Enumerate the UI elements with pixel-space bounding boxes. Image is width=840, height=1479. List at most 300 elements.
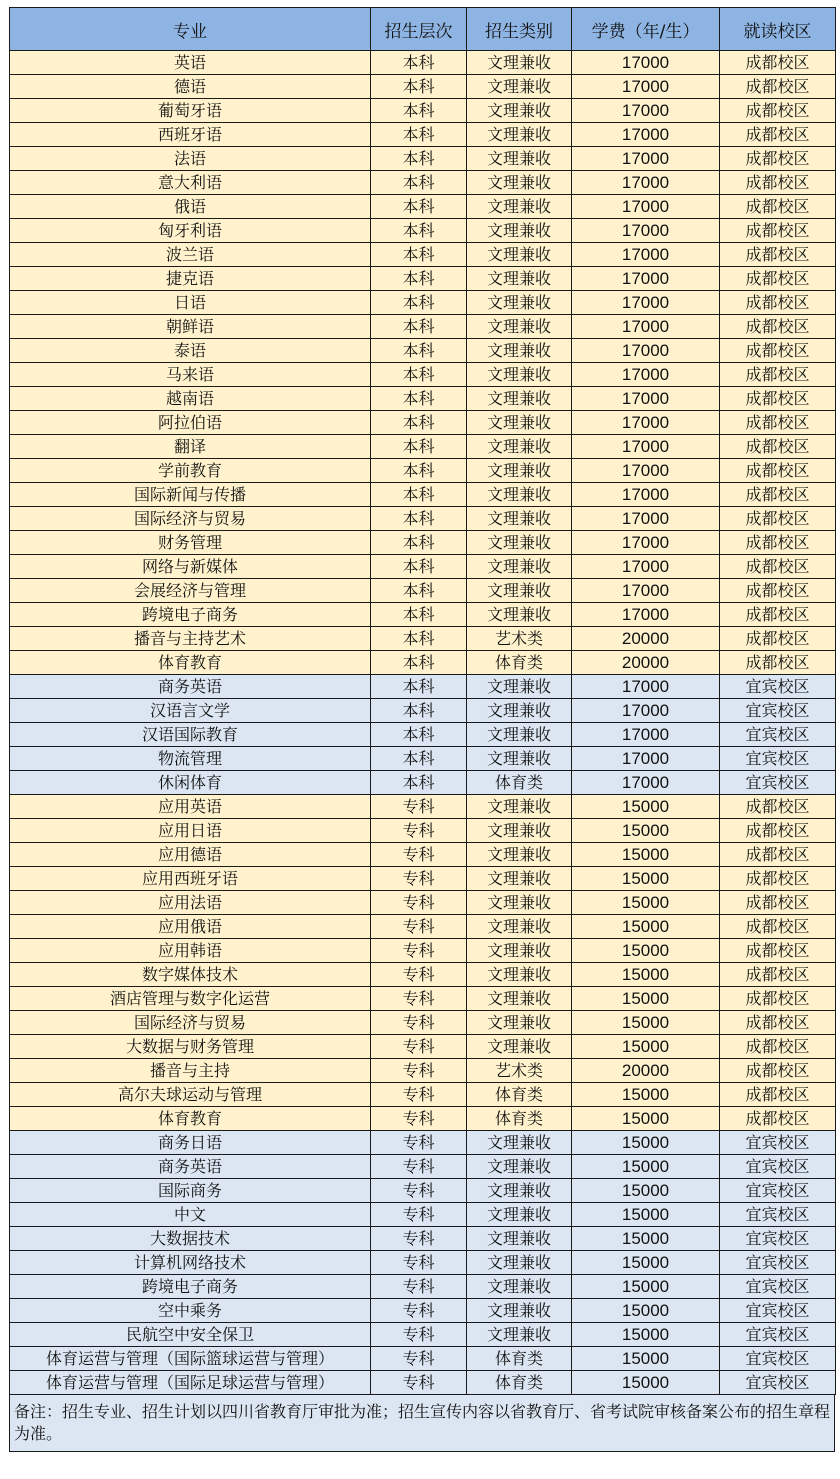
cell-major: 应用日语 xyxy=(10,819,371,843)
header-level: 招生层次 xyxy=(371,8,467,51)
cell-category: 文理兼收 xyxy=(467,99,572,123)
cell-fee: 15000 xyxy=(572,867,720,891)
cell-campus: 成都校区 xyxy=(720,555,836,579)
cell-major: 播音与主持 xyxy=(10,1059,371,1083)
cell-category: 文理兼收 xyxy=(467,507,572,531)
cell-category: 体育类 xyxy=(467,1083,572,1107)
cell-fee: 17000 xyxy=(572,75,720,99)
cell-campus: 成都校区 xyxy=(720,243,836,267)
table-row xyxy=(10,1083,836,1107)
cell-campus: 成都校区 xyxy=(720,411,836,435)
table-row xyxy=(10,867,836,891)
cell-category: 文理兼收 xyxy=(467,195,572,219)
cell-fee: 17000 xyxy=(572,675,720,699)
table-row xyxy=(10,195,836,219)
cell-major: 应用英语 xyxy=(10,795,371,819)
cell-category: 文理兼收 xyxy=(467,891,572,915)
table-row xyxy=(10,315,836,339)
cell-campus: 成都校区 xyxy=(720,1107,836,1131)
cell-fee: 17000 xyxy=(572,771,720,795)
table-row xyxy=(10,51,836,75)
cell-category: 艺术类 xyxy=(467,627,572,651)
cell-major: 大数据与财务管理 xyxy=(10,1035,371,1059)
cell-major: 翻译 xyxy=(10,435,371,459)
table-row xyxy=(10,843,836,867)
cell-fee: 17000 xyxy=(572,411,720,435)
cell-major: 酒店管理与数字化运营 xyxy=(10,987,371,1011)
cell-level: 本科 xyxy=(371,195,467,219)
cell-major: 物流管理 xyxy=(10,747,371,771)
cell-major: 体育运营与管理（国际足球运营与管理） xyxy=(10,1371,371,1395)
cell-major: 应用韩语 xyxy=(10,939,371,963)
cell-level: 专科 xyxy=(371,1083,467,1107)
cell-major: 体育运营与管理（国际篮球运营与管理） xyxy=(10,1347,371,1371)
cell-category: 文理兼收 xyxy=(467,1011,572,1035)
cell-campus: 成都校区 xyxy=(720,99,836,123)
cell-fee: 15000 xyxy=(572,1251,720,1275)
cell-category: 文理兼收 xyxy=(467,531,572,555)
cell-major: 俄语 xyxy=(10,195,371,219)
cell-level: 专科 xyxy=(371,939,467,963)
cell-category: 文理兼收 xyxy=(467,579,572,603)
cell-campus: 成都校区 xyxy=(720,1083,836,1107)
cell-fee: 20000 xyxy=(572,1059,720,1083)
cell-major: 西班牙语 xyxy=(10,123,371,147)
cell-fee: 17000 xyxy=(572,483,720,507)
cell-campus: 成都校区 xyxy=(720,603,836,627)
cell-major: 国际新闻与传播 xyxy=(10,483,371,507)
cell-campus: 宜宾校区 xyxy=(720,1203,836,1227)
cell-category: 文理兼收 xyxy=(467,339,572,363)
cell-major: 法语 xyxy=(10,147,371,171)
cell-campus: 宜宾校区 xyxy=(720,1347,836,1371)
cell-major: 学前教育 xyxy=(10,459,371,483)
cell-fee: 15000 xyxy=(572,1083,720,1107)
cell-major: 商务日语 xyxy=(10,1131,371,1155)
cell-major: 体育教育 xyxy=(10,1107,371,1131)
table-row xyxy=(10,219,836,243)
cell-level: 专科 xyxy=(371,1347,467,1371)
table-body xyxy=(10,51,836,1395)
cell-campus: 成都校区 xyxy=(720,1011,836,1035)
cell-category: 文理兼收 xyxy=(467,435,572,459)
cell-level: 本科 xyxy=(371,771,467,795)
cell-level: 本科 xyxy=(371,51,467,75)
cell-category: 文理兼收 xyxy=(467,819,572,843)
table-row xyxy=(10,531,836,555)
cell-fee: 20000 xyxy=(572,651,720,675)
cell-campus: 成都校区 xyxy=(720,915,836,939)
cell-level: 本科 xyxy=(371,483,467,507)
cell-fee: 15000 xyxy=(572,1371,720,1395)
cell-major: 计算机网络技术 xyxy=(10,1251,371,1275)
table-row xyxy=(10,1227,836,1251)
cell-fee: 17000 xyxy=(572,459,720,483)
cell-campus: 成都校区 xyxy=(720,339,836,363)
cell-fee: 15000 xyxy=(572,1011,720,1035)
cell-campus: 成都校区 xyxy=(720,939,836,963)
cell-category: 文理兼收 xyxy=(467,315,572,339)
cell-level: 专科 xyxy=(371,1179,467,1203)
cell-fee: 15000 xyxy=(572,963,720,987)
cell-level: 本科 xyxy=(371,291,467,315)
cell-major: 应用俄语 xyxy=(10,915,371,939)
table-row xyxy=(10,291,836,315)
cell-campus: 宜宾校区 xyxy=(720,1179,836,1203)
cell-campus: 成都校区 xyxy=(720,459,836,483)
cell-major: 中文 xyxy=(10,1203,371,1227)
cell-fee: 17000 xyxy=(572,291,720,315)
cell-level: 专科 xyxy=(371,1227,467,1251)
cell-campus: 宜宾校区 xyxy=(720,1131,836,1155)
table-row xyxy=(10,1203,836,1227)
table-row xyxy=(10,1371,836,1395)
cell-level: 本科 xyxy=(371,75,467,99)
cell-campus: 成都校区 xyxy=(720,147,836,171)
table-row xyxy=(10,387,836,411)
cell-category: 文理兼收 xyxy=(467,1035,572,1059)
cell-category: 体育类 xyxy=(467,771,572,795)
cell-fee: 17000 xyxy=(572,195,720,219)
cell-fee: 15000 xyxy=(572,891,720,915)
cell-level: 专科 xyxy=(371,819,467,843)
table-row xyxy=(10,1299,836,1323)
table-row xyxy=(10,1251,836,1275)
cell-category: 文理兼收 xyxy=(467,1203,572,1227)
cell-fee: 15000 xyxy=(572,1035,720,1059)
table-row xyxy=(10,411,836,435)
table-row xyxy=(10,339,836,363)
cell-campus: 宜宾校区 xyxy=(720,1299,836,1323)
table-row xyxy=(10,363,836,387)
cell-major: 大数据技术 xyxy=(10,1227,371,1251)
cell-campus: 成都校区 xyxy=(720,387,836,411)
cell-category: 文理兼收 xyxy=(467,75,572,99)
cell-major: 德语 xyxy=(10,75,371,99)
cell-category: 文理兼收 xyxy=(467,1131,572,1155)
table-row xyxy=(10,171,836,195)
table-row xyxy=(10,507,836,531)
cell-major: 应用德语 xyxy=(10,843,371,867)
cell-major: 日语 xyxy=(10,291,371,315)
cell-category: 文理兼收 xyxy=(467,387,572,411)
cell-major: 高尔夫球运动与管理 xyxy=(10,1083,371,1107)
cell-category: 文理兼收 xyxy=(467,123,572,147)
table-row xyxy=(10,1035,836,1059)
cell-fee: 17000 xyxy=(572,363,720,387)
cell-category: 文理兼收 xyxy=(467,963,572,987)
cell-campus: 成都校区 xyxy=(720,1035,836,1059)
cell-fee: 17000 xyxy=(572,339,720,363)
cell-fee: 17000 xyxy=(572,555,720,579)
cell-level: 专科 xyxy=(371,795,467,819)
cell-category: 文理兼收 xyxy=(467,267,572,291)
cell-fee: 17000 xyxy=(572,435,720,459)
cell-fee: 17000 xyxy=(572,99,720,123)
cell-campus: 成都校区 xyxy=(720,483,836,507)
cell-level: 本科 xyxy=(371,339,467,363)
cell-category: 文理兼收 xyxy=(467,915,572,939)
cell-category: 文理兼收 xyxy=(467,699,572,723)
cell-major: 体育教育 xyxy=(10,651,371,675)
cell-campus: 宜宾校区 xyxy=(720,1251,836,1275)
cell-level: 专科 xyxy=(371,1131,467,1155)
cell-campus: 成都校区 xyxy=(720,579,836,603)
header-campus: 就读校区 xyxy=(720,8,836,51)
table-row xyxy=(10,243,836,267)
cell-campus: 成都校区 xyxy=(720,291,836,315)
cell-campus: 宜宾校区 xyxy=(720,1227,836,1251)
cell-campus: 宜宾校区 xyxy=(720,1275,836,1299)
cell-fee: 15000 xyxy=(572,1203,720,1227)
cell-fee: 15000 xyxy=(572,915,720,939)
cell-category: 文理兼收 xyxy=(467,867,572,891)
cell-campus: 成都校区 xyxy=(720,651,836,675)
cell-fee: 17000 xyxy=(572,123,720,147)
cell-level: 本科 xyxy=(371,435,467,459)
cell-level: 专科 xyxy=(371,1275,467,1299)
cell-fee: 20000 xyxy=(572,627,720,651)
cell-campus: 成都校区 xyxy=(720,867,836,891)
cell-level: 专科 xyxy=(371,1107,467,1131)
cell-category: 文理兼收 xyxy=(467,1251,572,1275)
cell-fee: 15000 xyxy=(572,987,720,1011)
cell-category: 文理兼收 xyxy=(467,51,572,75)
cell-major: 汉语言文学 xyxy=(10,699,371,723)
cell-major: 休闲体育 xyxy=(10,771,371,795)
cell-level: 本科 xyxy=(371,363,467,387)
cell-level: 本科 xyxy=(371,123,467,147)
cell-level: 本科 xyxy=(371,531,467,555)
cell-category: 文理兼收 xyxy=(467,723,572,747)
cell-category: 文理兼收 xyxy=(467,147,572,171)
cell-level: 本科 xyxy=(371,651,467,675)
table-row xyxy=(10,1131,836,1155)
cell-campus: 成都校区 xyxy=(720,795,836,819)
cell-campus: 成都校区 xyxy=(720,123,836,147)
remarks-note: 备注：招生专业、招生计划以四川省教育厅审批为准；招生宣传内容以省教育厅、省考试院审核备案公布的招生章程为准。 xyxy=(9,1395,835,1452)
cell-campus: 宜宾校区 xyxy=(720,1323,836,1347)
cell-category: 文理兼收 xyxy=(467,987,572,1011)
cell-level: 专科 xyxy=(371,987,467,1011)
cell-level: 本科 xyxy=(371,699,467,723)
cell-level: 专科 xyxy=(371,915,467,939)
cell-major: 播音与主持艺术 xyxy=(10,627,371,651)
cell-level: 本科 xyxy=(371,243,467,267)
cell-level: 专科 xyxy=(371,963,467,987)
cell-campus: 宜宾校区 xyxy=(720,747,836,771)
tuition-table xyxy=(9,7,836,1395)
header-fee: 学费（年/生） xyxy=(572,8,720,51)
cell-category: 文理兼收 xyxy=(467,483,572,507)
cell-major: 捷克语 xyxy=(10,267,371,291)
cell-major: 国际商务 xyxy=(10,1179,371,1203)
cell-major: 跨境电子商务 xyxy=(10,603,371,627)
cell-category: 文理兼收 xyxy=(467,675,572,699)
cell-level: 专科 xyxy=(371,1155,467,1179)
cell-fee: 15000 xyxy=(572,1347,720,1371)
cell-category: 文理兼收 xyxy=(467,1155,572,1179)
cell-level: 本科 xyxy=(371,747,467,771)
cell-category: 文理兼收 xyxy=(467,1275,572,1299)
cell-category: 文理兼收 xyxy=(467,843,572,867)
cell-level: 专科 xyxy=(371,1323,467,1347)
cell-fee: 17000 xyxy=(572,147,720,171)
cell-level: 本科 xyxy=(371,219,467,243)
cell-fee: 17000 xyxy=(572,243,720,267)
cell-campus: 成都校区 xyxy=(720,819,836,843)
table-row xyxy=(10,1179,836,1203)
cell-campus: 成都校区 xyxy=(720,987,836,1011)
cell-level: 本科 xyxy=(371,459,467,483)
cell-campus: 成都校区 xyxy=(720,219,836,243)
cell-major: 商务英语 xyxy=(10,675,371,699)
table-row xyxy=(10,699,836,723)
cell-category: 文理兼收 xyxy=(467,291,572,315)
table-row xyxy=(10,1155,836,1179)
cell-major: 英语 xyxy=(10,51,371,75)
cell-fee: 15000 xyxy=(572,1275,720,1299)
cell-major: 朝鲜语 xyxy=(10,315,371,339)
cell-fee: 17000 xyxy=(572,603,720,627)
cell-fee: 17000 xyxy=(572,507,720,531)
cell-major: 商务英语 xyxy=(10,1155,371,1179)
table-row xyxy=(10,75,836,99)
cell-campus: 成都校区 xyxy=(720,51,836,75)
cell-level: 本科 xyxy=(371,603,467,627)
cell-fee: 15000 xyxy=(572,1227,720,1251)
cell-category: 艺术类 xyxy=(467,1059,572,1083)
cell-major: 财务管理 xyxy=(10,531,371,555)
table-row xyxy=(10,963,836,987)
cell-level: 本科 xyxy=(371,579,467,603)
cell-level: 专科 xyxy=(371,1035,467,1059)
cell-level: 专科 xyxy=(371,1299,467,1323)
cell-fee: 17000 xyxy=(572,723,720,747)
cell-fee: 17000 xyxy=(572,531,720,555)
fee-table-container xyxy=(9,7,835,1452)
cell-fee: 17000 xyxy=(572,699,720,723)
cell-level: 本科 xyxy=(371,171,467,195)
cell-fee: 15000 xyxy=(572,939,720,963)
cell-fee: 15000 xyxy=(572,1299,720,1323)
table-row xyxy=(10,627,836,651)
cell-major: 跨境电子商务 xyxy=(10,1275,371,1299)
table-row xyxy=(10,435,836,459)
cell-campus: 成都校区 xyxy=(720,363,836,387)
cell-campus: 成都校区 xyxy=(720,843,836,867)
table-row xyxy=(10,771,836,795)
table-row xyxy=(10,891,836,915)
cell-category: 文理兼收 xyxy=(467,795,572,819)
cell-campus: 成都校区 xyxy=(720,435,836,459)
cell-category: 体育类 xyxy=(467,651,572,675)
cell-campus: 成都校区 xyxy=(720,315,836,339)
table-row xyxy=(10,675,836,699)
cell-category: 体育类 xyxy=(467,1107,572,1131)
table-row xyxy=(10,1323,836,1347)
cell-major: 会展经济与管理 xyxy=(10,579,371,603)
cell-campus: 成都校区 xyxy=(720,171,836,195)
table-row xyxy=(10,819,836,843)
table-row xyxy=(10,147,836,171)
cell-fee: 15000 xyxy=(572,819,720,843)
table-row xyxy=(10,1275,836,1299)
cell-campus: 成都校区 xyxy=(720,963,836,987)
cell-campus: 宜宾校区 xyxy=(720,1155,836,1179)
cell-major: 阿拉伯语 xyxy=(10,411,371,435)
cell-major: 越南语 xyxy=(10,387,371,411)
cell-level: 本科 xyxy=(371,555,467,579)
cell-level: 专科 xyxy=(371,1371,467,1395)
cell-fee: 17000 xyxy=(572,267,720,291)
cell-major: 国际经济与贸易 xyxy=(10,1011,371,1035)
header-major: 专业 xyxy=(10,8,371,51)
cell-level: 专科 xyxy=(371,1251,467,1275)
table-row xyxy=(10,795,836,819)
cell-level: 本科 xyxy=(371,411,467,435)
cell-level: 专科 xyxy=(371,843,467,867)
cell-level: 本科 xyxy=(371,99,467,123)
cell-category: 体育类 xyxy=(467,1347,572,1371)
table-row xyxy=(10,747,836,771)
cell-fee: 17000 xyxy=(572,747,720,771)
cell-level: 本科 xyxy=(371,267,467,291)
cell-campus: 成都校区 xyxy=(720,267,836,291)
cell-level: 本科 xyxy=(371,147,467,171)
cell-campus: 成都校区 xyxy=(720,627,836,651)
cell-category: 文理兼收 xyxy=(467,363,572,387)
cell-fee: 17000 xyxy=(572,219,720,243)
table-row xyxy=(10,723,836,747)
cell-fee: 17000 xyxy=(572,387,720,411)
cell-campus: 成都校区 xyxy=(720,75,836,99)
cell-category: 文理兼收 xyxy=(467,219,572,243)
cell-fee: 15000 xyxy=(572,1323,720,1347)
cell-major: 网络与新媒体 xyxy=(10,555,371,579)
cell-level: 专科 xyxy=(371,867,467,891)
cell-major: 葡萄牙语 xyxy=(10,99,371,123)
cell-fee: 15000 xyxy=(572,843,720,867)
cell-level: 本科 xyxy=(371,723,467,747)
cell-major: 国际经济与贸易 xyxy=(10,507,371,531)
table-row xyxy=(10,987,836,1011)
table-row xyxy=(10,915,836,939)
cell-campus: 成都校区 xyxy=(720,531,836,555)
cell-level: 本科 xyxy=(371,315,467,339)
table-row xyxy=(10,483,836,507)
table-row xyxy=(10,123,836,147)
table-row xyxy=(10,579,836,603)
cell-campus: 宜宾校区 xyxy=(720,675,836,699)
cell-fee: 15000 xyxy=(572,1179,720,1203)
table-row xyxy=(10,99,836,123)
cell-major: 应用西班牙语 xyxy=(10,867,371,891)
cell-campus: 成都校区 xyxy=(720,195,836,219)
cell-category: 文理兼收 xyxy=(467,603,572,627)
cell-fee: 17000 xyxy=(572,315,720,339)
cell-major: 空中乘务 xyxy=(10,1299,371,1323)
cell-category: 文理兼收 xyxy=(467,243,572,267)
cell-level: 专科 xyxy=(371,891,467,915)
cell-campus: 成都校区 xyxy=(720,891,836,915)
cell-level: 本科 xyxy=(371,387,467,411)
cell-level: 本科 xyxy=(371,675,467,699)
table-header-row xyxy=(10,8,836,51)
cell-category: 体育类 xyxy=(467,1371,572,1395)
table-row xyxy=(10,459,836,483)
table-row xyxy=(10,267,836,291)
